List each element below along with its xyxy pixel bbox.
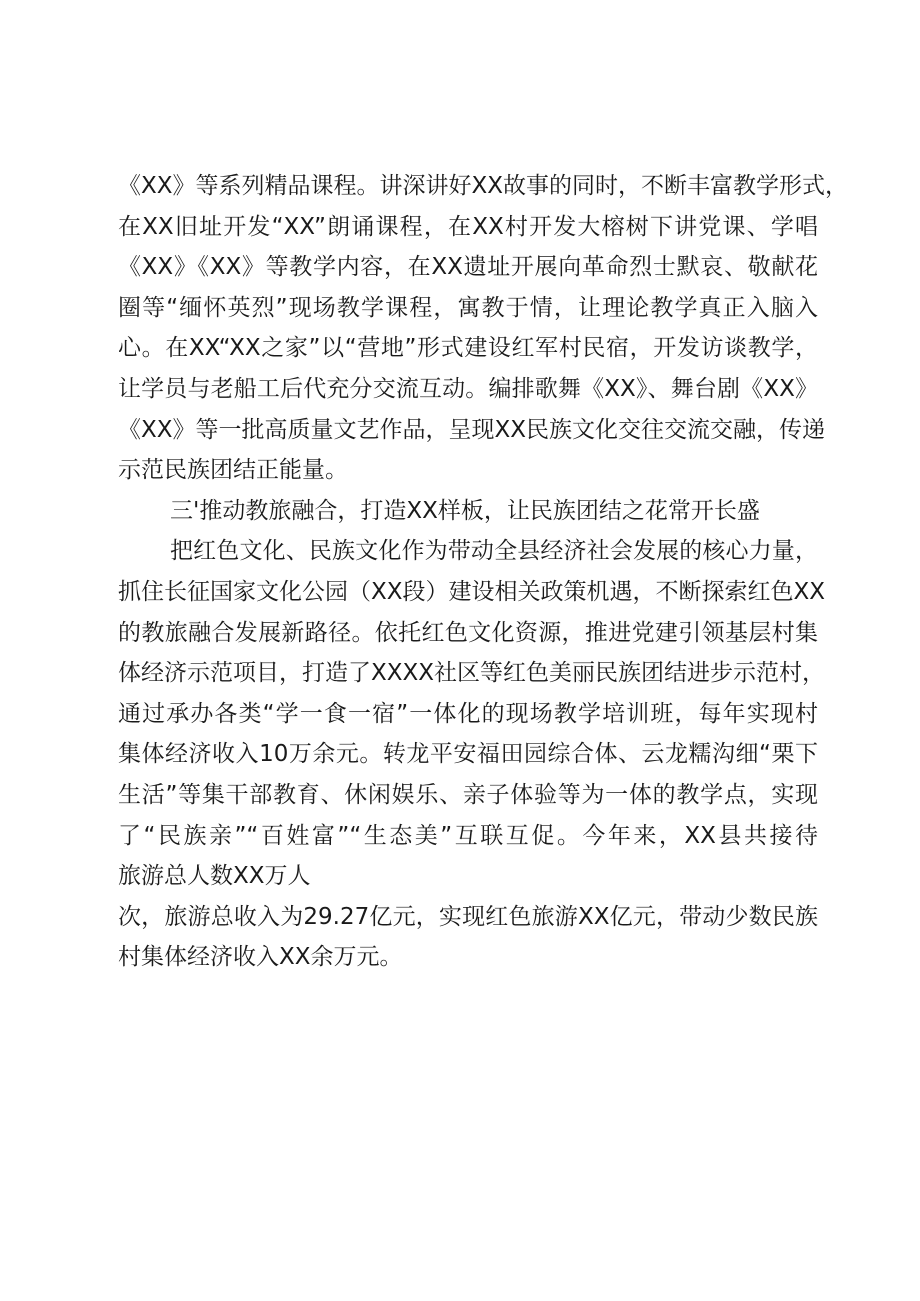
text-line: 《XX》《XX》等教学内容，在XX遗址开展向革命烈士默哀、敬献花	[118, 254, 818, 281]
text-line: 《XX》等一批高质量文艺作品，呈现XX民族文化交往交流交融，传递	[118, 416, 826, 443]
paragraph-tail	[118, 897, 818, 978]
section-heading	[118, 491, 818, 532]
text-line: 圈等“缅怀英烈”现场教学课程，寓教于情，让理论教学真正入脑入	[118, 294, 818, 321]
text-line: 生活”等集干部教育、休闲娱乐、亲子体验等为一体的教学点，实现	[118, 781, 818, 808]
document-body	[118, 166, 849, 978]
text-line: 心。在XX“XX之家”以“营地”形式建设红军村民宿，开发访谈教学，	[118, 335, 818, 362]
text-line: 抓住长征国家文化公园（XX段）建设相关政策机遇，不断探索红色XX	[118, 578, 826, 605]
text-line: 通过承办各类“学一食一宿”一体化的现场教学培训班，每年实现村	[118, 700, 818, 727]
text-line: 村集体经济收入XX余万元。	[118, 944, 403, 971]
text-line: 体经济示范项目，打造了XXXX社区等红色美丽民族团结进步示范村，	[118, 660, 826, 687]
paragraph-continuation	[118, 166, 849, 491]
text-line: 示范民族团结正能量。	[118, 457, 348, 484]
paragraph-body	[118, 531, 826, 896]
text-line: 让学员与老船工后代充分交流互动。编排歌舞《XX》、舞台剧《XX》	[118, 375, 818, 402]
text-line: 把红色文化、民族文化作为带动全县经济社会发展的核心力量，	[170, 538, 818, 565]
text-line: 《XX》等系列精品课程。讲深讲好XX故事的同时，不断丰富教学形式，	[118, 173, 849, 199]
text-line: 在XX旧址开发“XX”朗诵课程，在XX村开发大榕树下讲党课、学唱	[118, 213, 818, 240]
text-line: 集体经济收入10万余元。转龙平安福田园综合体、云龙糯沟细“栗下	[118, 741, 818, 768]
text-line: 次，旅游总收入为29.27亿元，实现红色旅游XX亿元，带动少数民族	[118, 903, 818, 930]
section-heading-text: 三'推动教旅融合，打造XX样板，让民族团结之花常开长盛	[170, 497, 760, 524]
text-line: 旅游总人数XX万人	[118, 863, 311, 890]
text-line: 了“民族亲”“百姓富”“生态美”互联互促。今年来，XX县共接待	[118, 822, 818, 849]
text-line: 的教旅融合发展新路径。依托红色文化资源，推进党建引领基层村集	[118, 619, 818, 646]
